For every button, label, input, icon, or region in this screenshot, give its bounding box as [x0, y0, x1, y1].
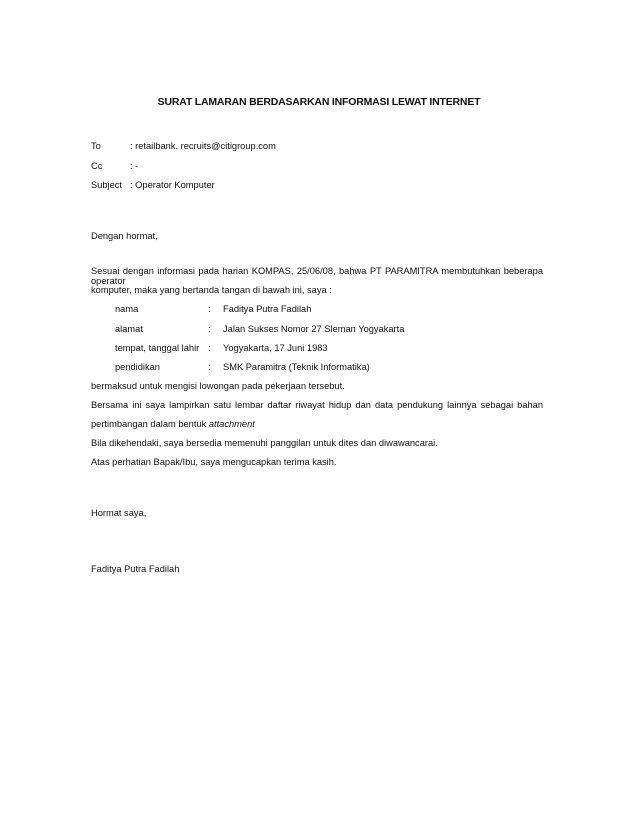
header-to-key: To: [91, 141, 101, 151]
detail-label: nama: [115, 304, 139, 314]
intro-line-1: Sesuai dengan informasi pada harian KOMPAS, 25/06/08, bahwa PT PARAMITRA membutuhkan beberapa operator: [91, 266, 543, 286]
attachment-word: attachment: [208, 419, 255, 429]
detail-colon: :: [208, 343, 211, 353]
detail-value: Jalan Sukses Nomor 27 Sleman Yogyakarta: [223, 324, 405, 334]
detail-colon: :: [208, 304, 211, 314]
purpose-line: bermaksud untuk mengisi lowongan pada pekerjaan tersebut.: [91, 381, 345, 391]
header-to: [91, 141, 276, 151]
attachment-line-2-text: pertimbangan dalam bentuk: [91, 419, 209, 429]
detail-colon: :: [208, 362, 211, 372]
detail-colon: :: [208, 324, 211, 334]
intro-line-2: komputer, maka yang bertanda tangan di bawah ini, saya :: [91, 285, 332, 295]
detail-value: SMK Paramitra (Teknik Informatika): [223, 362, 370, 372]
header-subject: [91, 180, 215, 190]
signature-name: Faditya Putra Fadilah: [91, 564, 180, 574]
header-cc: [91, 161, 138, 171]
header-cc-value: : -: [130, 161, 139, 171]
greeting: Dengan hormat,: [91, 231, 158, 241]
header-cc-key: Cc: [91, 161, 103, 171]
interview-line: Bila dikehendaki, saya bersedia memenuhi panggilan untuk dites dan diwawancarai.: [91, 438, 438, 448]
thanks-line: Atas perhatian Bapak/Ibu, saya mengucapkan terima kasih.: [91, 457, 337, 467]
header-subject-value: : Operator Komputer: [130, 180, 215, 190]
attachment-line-2: [91, 419, 255, 429]
header-subject-key: Subject: [91, 180, 123, 190]
detail-label: pendidikan: [115, 362, 160, 372]
detail-value: Yogyakarta, 17 Juni 1983: [223, 343, 328, 353]
detail-label: tempat, tanggal lahir: [115, 343, 200, 353]
header-to-value: : retailbank. recruits@citigroup.com: [130, 141, 276, 151]
attachment-line-1: Bersama ini saya lampirkan satu lembar daftar riwayat hidup dan data pendukung lainnya sebagai bahan: [91, 400, 543, 410]
closing: Hormat saya,: [91, 508, 147, 518]
detail-value: Faditya Putra Fadilah: [223, 304, 312, 314]
letter-title: SURAT LAMARAN BERDASARKAN INFORMASI LEWAT INTERNET: [157, 96, 481, 108]
detail-label: alamat: [115, 324, 143, 334]
